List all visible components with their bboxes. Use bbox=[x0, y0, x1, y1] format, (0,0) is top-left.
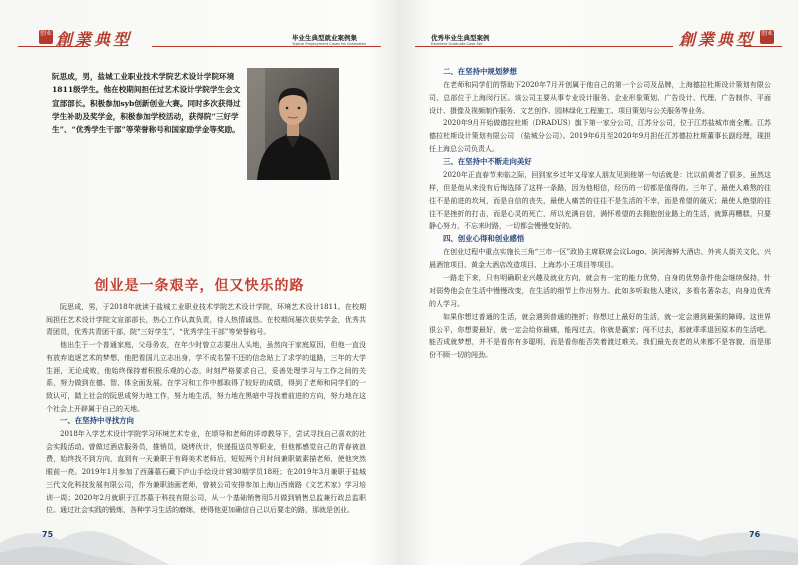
series-title bbox=[292, 33, 366, 46]
header-rule bbox=[415, 46, 673, 47]
brand-title: 創業典型 bbox=[679, 30, 756, 49]
student-photo bbox=[247, 68, 339, 180]
section-1-paragraph: 2018年入学艺术设计学院学习环境艺术专业，在颂导和老师的详谆教导下，尝试寻找自己喜欢的社会实践活动。曾做过酒店服务员，推销员，烧烤伙计，快递报送员等职业，但他都感觉自己的青春被浪费，始终找不到方向，直到有一天兼职于有碍美术老师后，短短两个月时间兼职做素描老师，使他突然眼前一亮。2019年1月参加了西藩墓石藏下庐山手绘设计营30期学员18班；在2019年3月兼职于盐城三代文化科技发展有限公司，作为兼职油画老师，曾被公司安排参加上海山西南路《文艺术家》学习培训一周；2020年2月就职于江苏墓于科技有限公司，从一个基础销售用5月做到销售总监兼行政总监职位。通过社会实践的锻炼，各种学习生活的磨练，使得他更加确信自己以后要走的路，那就是创业。 bbox=[46, 430, 366, 515]
ink-landscape-decoration bbox=[399, 495, 798, 565]
profile-summary: 阮思成，男，盐城工业职业技术学院艺术设计学院环境1811级学生。他在校期间担任过艺术设计学院学生会文宣部部长。积极参加syb创新创业大赛。同时多次获得过学生补助及奖学金，积极参加学校活动，获得院“三好学生”、“优秀学生干部”等荣誉称号和国家励学金等奖励。 bbox=[52, 72, 241, 135]
header-rule bbox=[152, 46, 381, 47]
left-body bbox=[46, 301, 366, 517]
series-title-en: Typical Employment Cases for Graduates bbox=[292, 42, 366, 46]
section-heading-1: 一、在坚持中寻找方向 bbox=[60, 416, 134, 426]
section-2-paragraph: 在老师和同学们的帮助下2020年7月开创属于他自己的第一个公司及品牌，上海德拉杜斯设计策划有限公司，总部位于上海闵行区。该公司主要从事专业设计服务、企业形象策划、广告设计、代理、广告制作、平面设计、摄像及视频制作服务、文艺创作、园林绿化工程施工、项目策划与公关服务等业务。 bbox=[429, 80, 771, 115]
background-paragraph: 他出生于一个普通家庭，父母务农，在年少时曾立志要出人头地，虽然向于家庭原因，但他一直没有放弃追逐艺术的梦想，他把看国儿立志出身，学不成名誓不还的信念贴上了求学的道路，三年的大学生涯，无论成败，他始终保持着积极乐观的心态，时刻严格要求自己，妥善处理学习与工作之间的关系，努力做到在德、智、体全面发展。在学习和工作中都取得了较好的成绩，得到了老师和同学们的一致认可，踏上社会的阮思成努力地工作，努力地生活，努力地在黑暗中寻找着前进的方向，努力地在这个社会上开辟属于自己的天地。 bbox=[46, 341, 366, 413]
section-2-paragraph: 2020年9月开始做德拉杜斯（DRADUS）旗下第一家分公司，江苏分公司，位于江苏盐城市南全鹰。江苏德拉杜斯设计策划有限公司 （盐城分公司）。2019年6月至2020年9月担任江苏德拉杜斯董事长副经理，现担任上海总公司负责人。 bbox=[429, 119, 771, 154]
section-4-paragraph: 在创业过程中重点实施长三角“三市一区”政协主席联席会议Logo、滨河海鲜大酒店、外宾人街关文化、兴晨酒馆项目、黄金大酒店改造项目、上海苏小王项目等项目。 bbox=[429, 248, 771, 269]
section-heading-3: 三、在坚持中不断走向美好 bbox=[443, 157, 532, 167]
section-4-paragraph: 一路走下来，只有明确职业兴趣及就业方向，就会有一定的能力优势，自身的优势条件他会继续保持，针对弱势他会在生活中慢慢改变，在生活的细节上作出努力。此如多听取他人建议，多看名著杂志，向身边优秀的人学习。 bbox=[429, 273, 771, 308]
series-title bbox=[431, 33, 490, 46]
section-heading-2: 二、在坚持中规划梦想 bbox=[443, 67, 517, 76]
series-title-zh: 优秀毕业生典型案例 bbox=[431, 34, 490, 42]
seal-stamp-icon: 创业 bbox=[39, 30, 53, 44]
ink-landscape-decoration bbox=[0, 495, 399, 565]
series-title-zh: 毕业生典型就业案例集 bbox=[292, 34, 357, 42]
right-body bbox=[429, 66, 771, 362]
page-number-left: 75 bbox=[42, 530, 54, 539]
right-page bbox=[399, 0, 798, 565]
section-3-paragraph: 2020年正直春节来临之际，回到家乡过年又母家人朋友见到他第一句话就是：比以前黄者了很多，虽然这样，但是他从来没有后悔选择了这样一条路，因为他相信，经历的一切都是值得的。三年了，最使人难熬的往往不是前进的坎坷，而是自信的丧失，最使人痛苦的往往不是生活的不幸，而是希望的破灭；最使人绝望的往往不是挫折的打击，而是心灵的死亡，所以充满自信，满怀希望的去拥抱创业路上的生活，就算再糟糕，只要静心努力，不忘来时路，一切都会慢慢变好的。 bbox=[429, 170, 771, 231]
section-heading-4: 四、创业心得和创业感悟 bbox=[443, 234, 525, 244]
series-title-en: Excellent Graduate Case Set bbox=[431, 42, 483, 46]
article-title: 创业是一条艰辛，但又快乐的路 bbox=[94, 278, 305, 294]
brand-title: 創業典型 bbox=[56, 30, 133, 49]
page-number-right: 76 bbox=[749, 530, 761, 539]
intro-paragraph: 阮思成，男，于2018年就读于盐城工业职业技术学院艺术设计学院，环境艺术设计1811。在校期间担任艺术设计学院文宣部部长，热心工作认真负责，待人热情诚恳。在校期间屡次获奖学金，优秀共青团员，优秀共青团干部，院“三好学生”、“优秀学生干部”等荣誉称号。 bbox=[46, 303, 366, 337]
portrait-image-icon bbox=[247, 68, 339, 180]
section-4-paragraph: 如果你想过普通的生活，就会遇到普通的挫折；你想过上最好的生活，就一定会遇到最强的障碍。这世界很公平，你想要最好，就一定会给你最痛，能闯过去，你就是赢家；闯不过去，那就乖乖退回原本的生活吧。能否成就梦想，并不是看你有多聪明，而是看你能否笑着渡过难关。我们最先丧老的从来都不是容貌，而是那份不顾一切的闯劲。 bbox=[429, 312, 771, 360]
seal-stamp-icon: 创业 bbox=[760, 30, 774, 44]
